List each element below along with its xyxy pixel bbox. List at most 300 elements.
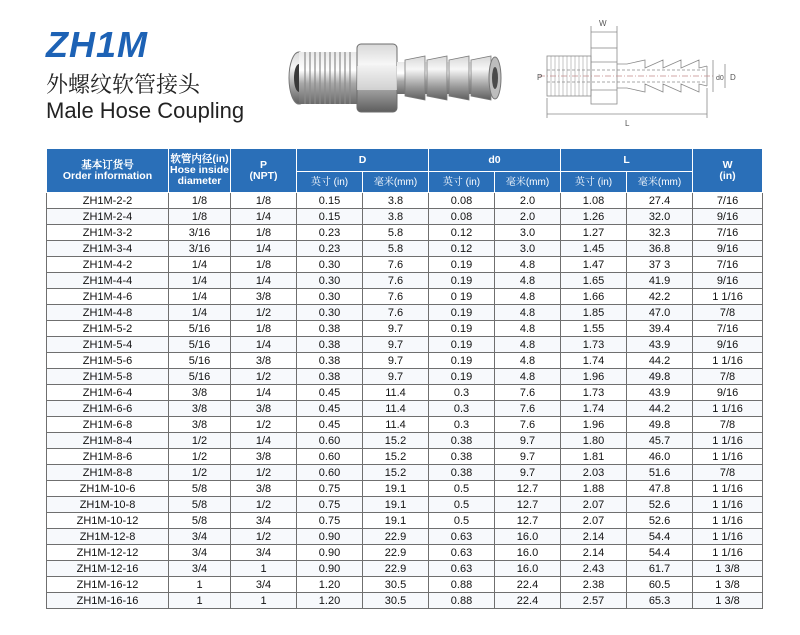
cell-d-inch: 0.45 (297, 401, 363, 417)
cell-w-hex: 1 1/16 (693, 545, 763, 561)
cell-p-thread: 1/8 (231, 193, 297, 209)
cell-d-inch: 0.90 (297, 545, 363, 561)
product-name-chinese: 外螺纹软管接头 (46, 72, 201, 97)
cell-d0-mm: 12.7 (495, 497, 561, 513)
cell-d0-mm: 7.6 (495, 385, 561, 401)
cell-d-inch: 0.38 (297, 337, 363, 353)
cell-l-inch: 1.96 (561, 417, 627, 433)
cell-l-inch: 1.65 (561, 273, 627, 289)
cell-l-inch: 1.45 (561, 241, 627, 257)
cell-l-mm: 32.3 (627, 225, 693, 241)
hex-body (357, 44, 397, 112)
cell-d-mm: 22.9 (363, 561, 429, 577)
cell-l-inch: 1.88 (561, 481, 627, 497)
cell-order-number: ZH1M-6-8 (47, 417, 169, 433)
cell-w-hex: 1 1/16 (693, 497, 763, 513)
cell-d-inch: 0.30 (297, 305, 363, 321)
cell-w-hex: 1 1/16 (693, 353, 763, 369)
cell-d-inch: 0.38 (297, 321, 363, 337)
table-row (47, 577, 763, 593)
cell-d0-inch: 0.88 (429, 577, 495, 593)
table-row (47, 481, 763, 497)
table-header-row (47, 149, 763, 172)
dim-label-p: P (537, 73, 543, 82)
cell-w-hex: 7/8 (693, 417, 763, 433)
cell-l-inch: 2.43 (561, 561, 627, 577)
cell-l-inch: 1.55 (561, 321, 627, 337)
cell-p-thread: 1/4 (231, 241, 297, 257)
cell-l-mm: 52.6 (627, 513, 693, 529)
cell-hose-id: 5/16 (169, 337, 231, 353)
cell-l-mm: 65.3 (627, 593, 693, 609)
cell-p-thread: 3/8 (231, 289, 297, 305)
cell-l-inch: 1.96 (561, 369, 627, 385)
cell-w-hex: 1 3/8 (693, 561, 763, 577)
cell-w-hex: 7/8 (693, 369, 763, 385)
cell-hose-id: 5/8 (169, 497, 231, 513)
table-row (47, 241, 763, 257)
subheader-d-mm: 毫米(mm) (363, 172, 429, 193)
cell-p-thread: 3/4 (231, 545, 297, 561)
cell-p-thread: 1/4 (231, 337, 297, 353)
cell-l-mm: 44.2 (627, 401, 693, 417)
cell-order-number: ZH1M-6-6 (47, 401, 169, 417)
cell-d-mm: 7.6 (363, 273, 429, 289)
subheader-d-inch: 英寸 (in) (297, 172, 363, 193)
cell-l-mm: 43.9 (627, 385, 693, 401)
subheader-d0-inch: 英寸 (in) (429, 172, 495, 193)
cell-l-mm: 52.6 (627, 497, 693, 513)
cell-order-number: ZH1M-5-4 (47, 337, 169, 353)
cell-d-inch: 0.30 (297, 257, 363, 273)
cell-d0-mm: 3.0 (495, 241, 561, 257)
technical-drawing (535, 14, 750, 132)
cell-d-inch: 0.45 (297, 417, 363, 433)
cell-hose-id: 3/4 (169, 561, 231, 577)
cell-p-thread: 3/4 (231, 577, 297, 593)
cell-d0-mm: 16.0 (495, 545, 561, 561)
cell-d-inch: 0.90 (297, 561, 363, 577)
cell-hose-id: 5/16 (169, 321, 231, 337)
cell-hose-id: 3/8 (169, 417, 231, 433)
cell-d-mm: 15.2 (363, 465, 429, 481)
cell-d0-inch: 0.63 (429, 561, 495, 577)
cell-w-hex: 9/16 (693, 241, 763, 257)
table-row (47, 321, 763, 337)
cell-order-number: ZH1M-2-2 (47, 193, 169, 209)
cell-l-inch: 1.74 (561, 401, 627, 417)
product-photo (285, 38, 505, 118)
cell-w-hex: 1 1/16 (693, 401, 763, 417)
table-row (47, 449, 763, 465)
cell-d0-mm: 7.6 (495, 401, 561, 417)
subheader-d0-mm: 毫米(mm) (495, 172, 561, 193)
table-row (47, 545, 763, 561)
cell-d-mm: 9.7 (363, 353, 429, 369)
cell-d0-mm: 7.6 (495, 417, 561, 433)
cell-d-inch: 0.90 (297, 529, 363, 545)
cell-d-mm: 7.6 (363, 289, 429, 305)
cell-l-inch: 1.27 (561, 225, 627, 241)
cell-l-mm: 42.2 (627, 289, 693, 305)
cell-d0-inch: 0.3 (429, 385, 495, 401)
cell-order-number: ZH1M-16-16 (47, 593, 169, 609)
cell-p-thread: 1/2 (231, 529, 297, 545)
table-row (47, 353, 763, 369)
cell-hose-id: 3/4 (169, 545, 231, 561)
cell-l-inch: 1.08 (561, 193, 627, 209)
cell-hose-id: 1 (169, 593, 231, 609)
cell-l-mm: 43.9 (627, 337, 693, 353)
cell-d-inch: 0.30 (297, 289, 363, 305)
cell-d-mm: 11.4 (363, 401, 429, 417)
cell-order-number: ZH1M-5-8 (47, 369, 169, 385)
cell-d0-inch: 0.88 (429, 593, 495, 609)
cell-order-number: ZH1M-16-12 (47, 577, 169, 593)
cell-l-mm: 51.6 (627, 465, 693, 481)
cell-w-hex: 9/16 (693, 209, 763, 225)
cell-l-mm: 37 3 (627, 257, 693, 273)
cell-p-thread: 1/2 (231, 369, 297, 385)
table-row (47, 433, 763, 449)
cell-l-mm: 41.9 (627, 273, 693, 289)
table-row (47, 465, 763, 481)
cell-hose-id: 1/2 (169, 433, 231, 449)
cell-l-mm: 60.5 (627, 577, 693, 593)
cell-l-inch: 1.47 (561, 257, 627, 273)
cell-d-inch: 0.23 (297, 225, 363, 241)
cell-d-inch: 0.75 (297, 497, 363, 513)
cell-hose-id: 1/2 (169, 465, 231, 481)
cell-d0-inch: 0 19 (429, 289, 495, 305)
cell-hose-id: 1/4 (169, 257, 231, 273)
header-d0: d0 (429, 149, 561, 172)
cell-hose-id: 5/16 (169, 353, 231, 369)
cell-d0-mm: 4.8 (495, 289, 561, 305)
cell-w-hex: 7/16 (693, 257, 763, 273)
table-row (47, 369, 763, 385)
cell-d0-inch: 0.3 (429, 417, 495, 433)
cell-d0-mm: 9.7 (495, 433, 561, 449)
cell-p-thread: 1/8 (231, 321, 297, 337)
cell-order-number: ZH1M-10-12 (47, 513, 169, 529)
cell-l-mm: 47.8 (627, 481, 693, 497)
cell-p-thread: 1/8 (231, 257, 297, 273)
cell-l-inch: 2.14 (561, 545, 627, 561)
table-row (47, 337, 763, 353)
cell-d-mm: 19.1 (363, 497, 429, 513)
cell-d0-mm: 4.8 (495, 321, 561, 337)
cell-l-mm: 27.4 (627, 193, 693, 209)
cell-hose-id: 3/8 (169, 385, 231, 401)
cell-d0-mm: 4.8 (495, 369, 561, 385)
cell-hose-id: 1 (169, 577, 231, 593)
cell-d-inch: 0.23 (297, 241, 363, 257)
cell-d-inch: 0.75 (297, 481, 363, 497)
cell-w-hex: 7/8 (693, 305, 763, 321)
cell-hose-id: 1/8 (169, 209, 231, 225)
cell-w-hex: 1 3/8 (693, 577, 763, 593)
cell-l-inch: 2.57 (561, 593, 627, 609)
cell-d0-inch: 0.19 (429, 337, 495, 353)
cell-d0-mm: 2.0 (495, 209, 561, 225)
cell-order-number: ZH1M-3-4 (47, 241, 169, 257)
cell-l-inch: 1.26 (561, 209, 627, 225)
cell-d0-inch: 0.12 (429, 241, 495, 257)
table-row (47, 289, 763, 305)
cell-hose-id: 5/16 (169, 369, 231, 385)
cell-l-inch: 1.73 (561, 337, 627, 353)
cell-w-hex: 1 1/16 (693, 529, 763, 545)
cell-order-number: ZH1M-12-16 (47, 561, 169, 577)
cell-d0-inch: 0.63 (429, 529, 495, 545)
cell-l-mm: 54.4 (627, 529, 693, 545)
cell-hose-id: 5/8 (169, 481, 231, 497)
cell-d-inch: 0.38 (297, 369, 363, 385)
cell-d0-inch: 0.08 (429, 193, 495, 209)
cell-p-thread: 1 (231, 593, 297, 609)
cell-d0-inch: 0.19 (429, 257, 495, 273)
cell-d-mm: 9.7 (363, 321, 429, 337)
cell-hose-id: 3/4 (169, 529, 231, 545)
cell-d-mm: 9.7 (363, 369, 429, 385)
cell-d-mm: 3.8 (363, 193, 429, 209)
cell-d0-mm: 2.0 (495, 193, 561, 209)
cell-d0-inch: 0.38 (429, 465, 495, 481)
cell-d-inch: 0.38 (297, 353, 363, 369)
cell-p-thread: 3/8 (231, 353, 297, 369)
cell-l-inch: 1.73 (561, 385, 627, 401)
cell-d0-mm: 9.7 (495, 449, 561, 465)
table-row (47, 593, 763, 609)
cell-order-number: ZH1M-4-4 (47, 273, 169, 289)
cell-hose-id: 5/8 (169, 513, 231, 529)
cell-d-mm: 7.6 (363, 305, 429, 321)
cell-d-mm: 7.6 (363, 257, 429, 273)
cell-d0-mm: 16.0 (495, 561, 561, 577)
header-w: W (in) (693, 149, 763, 193)
cell-p-thread: 3/8 (231, 481, 297, 497)
product-name-english: Male Hose Coupling (46, 98, 245, 123)
cell-w-hex: 1 1/16 (693, 481, 763, 497)
cell-p-thread: 3/4 (231, 513, 297, 529)
cell-l-inch: 2.14 (561, 529, 627, 545)
cell-p-thread: 1/2 (231, 305, 297, 321)
cell-d0-inch: 0.5 (429, 497, 495, 513)
cell-l-mm: 45.7 (627, 433, 693, 449)
cell-l-mm: 32.0 (627, 209, 693, 225)
cell-d0-mm: 4.8 (495, 353, 561, 369)
cell-d-mm: 30.5 (363, 577, 429, 593)
cell-d-inch: 0.60 (297, 433, 363, 449)
cell-d-inch: 0.30 (297, 273, 363, 289)
cell-l-mm: 49.8 (627, 417, 693, 433)
cell-w-hex: 7/16 (693, 193, 763, 209)
cell-w-hex: 9/16 (693, 385, 763, 401)
cell-w-hex: 7/16 (693, 321, 763, 337)
table-body (47, 193, 763, 609)
table-row (47, 257, 763, 273)
cell-w-hex: 1 1/16 (693, 513, 763, 529)
cell-d-mm: 22.9 (363, 545, 429, 561)
table-row (47, 225, 763, 241)
subheader-l-mm: 毫米(mm) (627, 172, 693, 193)
cell-p-thread: 1/4 (231, 209, 297, 225)
subheader-l-inch: 英寸 (in) (561, 172, 627, 193)
cell-d-mm: 5.8 (363, 225, 429, 241)
dim-label-w: W (599, 19, 607, 28)
cell-l-inch: 1.66 (561, 289, 627, 305)
cell-p-thread: 3/8 (231, 449, 297, 465)
cell-d-mm: 9.7 (363, 337, 429, 353)
cell-d-mm: 5.8 (363, 241, 429, 257)
cell-order-number: ZH1M-8-4 (47, 433, 169, 449)
cell-d-inch: 0.15 (297, 209, 363, 225)
cell-order-number: ZH1M-2-4 (47, 209, 169, 225)
cell-d-inch: 0.45 (297, 385, 363, 401)
cell-p-thread: 1 (231, 561, 297, 577)
cell-d0-mm: 4.8 (495, 257, 561, 273)
cell-w-hex: 1 1/16 (693, 433, 763, 449)
cell-l-inch: 1.74 (561, 353, 627, 369)
cell-hose-id: 3/8 (169, 401, 231, 417)
cell-d0-mm: 16.0 (495, 529, 561, 545)
cell-w-hex: 7/16 (693, 225, 763, 241)
thread-section (289, 52, 357, 104)
cell-l-inch: 2.03 (561, 465, 627, 481)
header-hose-inside-diameter: 软管内径(in) Hose inside diameter (169, 149, 231, 193)
cell-d0-mm: 9.7 (495, 465, 561, 481)
table-row (47, 193, 763, 209)
cell-d-mm: 3.8 (363, 209, 429, 225)
cell-p-thread: 1/2 (231, 497, 297, 513)
cell-d0-mm: 4.8 (495, 305, 561, 321)
cell-d0-inch: 0.63 (429, 545, 495, 561)
table-row (47, 209, 763, 225)
cell-hose-id: 1/2 (169, 449, 231, 465)
cell-order-number: ZH1M-3-2 (47, 225, 169, 241)
cell-order-number: ZH1M-4-2 (47, 257, 169, 273)
cell-l-mm: 47.0 (627, 305, 693, 321)
cell-order-number: ZH1M-12-8 (47, 529, 169, 545)
cell-l-inch: 1.81 (561, 449, 627, 465)
cell-l-mm: 49.8 (627, 369, 693, 385)
cell-d-mm: 19.1 (363, 513, 429, 529)
header-d: D (297, 149, 429, 172)
cell-p-thread: 3/8 (231, 401, 297, 417)
cell-d-mm: 19.1 (363, 481, 429, 497)
cell-order-number: ZH1M-5-6 (47, 353, 169, 369)
cell-w-hex: 1 1/16 (693, 289, 763, 305)
cell-d-inch: 1.20 (297, 593, 363, 609)
cell-p-thread: 1/2 (231, 465, 297, 481)
cell-l-inch: 2.38 (561, 577, 627, 593)
cell-d0-inch: 0.3 (429, 401, 495, 417)
cell-hose-id: 3/16 (169, 225, 231, 241)
cell-hose-id: 3/16 (169, 241, 231, 257)
cell-hose-id: 1/8 (169, 193, 231, 209)
cell-w-hex: 9/16 (693, 337, 763, 353)
cell-d0-inch: 0.5 (429, 481, 495, 497)
cell-l-mm: 39.4 (627, 321, 693, 337)
cell-w-hex: 9/16 (693, 273, 763, 289)
cell-l-mm: 61.7 (627, 561, 693, 577)
cell-w-hex: 7/8 (693, 465, 763, 481)
cell-l-mm: 44.2 (627, 353, 693, 369)
cell-order-number: ZH1M-8-8 (47, 465, 169, 481)
dim-label-l: L (625, 119, 630, 128)
cell-p-thread: 1/2 (231, 417, 297, 433)
specification-table (46, 148, 763, 609)
cell-d0-inch: 0.19 (429, 305, 495, 321)
cell-order-number: ZH1M-12-12 (47, 545, 169, 561)
header-p-npt: P (NPT) (231, 149, 297, 193)
cell-d-inch: 0.15 (297, 193, 363, 209)
cell-order-number: ZH1M-4-8 (47, 305, 169, 321)
cell-d0-mm: 12.7 (495, 513, 561, 529)
table-row (47, 561, 763, 577)
cell-order-number: ZH1M-5-2 (47, 321, 169, 337)
cell-d0-inch: 0.38 (429, 433, 495, 449)
cell-d-mm: 22.9 (363, 529, 429, 545)
cell-l-mm: 54.4 (627, 545, 693, 561)
cell-d0-inch: 0.19 (429, 353, 495, 369)
cell-order-number: ZH1M-6-4 (47, 385, 169, 401)
table-row (47, 513, 763, 529)
cell-d0-mm: 4.8 (495, 337, 561, 353)
table-row (47, 529, 763, 545)
cell-l-mm: 46.0 (627, 449, 693, 465)
cell-p-thread: 1/4 (231, 385, 297, 401)
table-row (47, 417, 763, 433)
cell-order-number: ZH1M-4-6 (47, 289, 169, 305)
cell-d0-inch: 0.08 (429, 209, 495, 225)
cell-order-number: ZH1M-10-8 (47, 497, 169, 513)
cell-d-mm: 11.4 (363, 385, 429, 401)
cell-l-inch: 1.85 (561, 305, 627, 321)
cell-d0-inch: 0.38 (429, 449, 495, 465)
cell-p-thread: 1/4 (231, 433, 297, 449)
table-row (47, 273, 763, 289)
cell-l-inch: 2.07 (561, 497, 627, 513)
cell-d0-mm: 4.8 (495, 273, 561, 289)
cell-l-inch: 1.80 (561, 433, 627, 449)
table-row (47, 385, 763, 401)
table-row (47, 497, 763, 513)
cell-l-mm: 36.8 (627, 241, 693, 257)
cell-d0-inch: 0.19 (429, 321, 495, 337)
cell-d0-mm: 22.4 (495, 593, 561, 609)
cell-d0-inch: 0.12 (429, 225, 495, 241)
cell-l-inch: 2.07 (561, 513, 627, 529)
cell-d0-inch: 0.5 (429, 513, 495, 529)
cell-d-inch: 1.20 (297, 577, 363, 593)
dim-label-d0: d0 (716, 75, 724, 82)
cell-d-mm: 30.5 (363, 593, 429, 609)
cell-d0-mm: 12.7 (495, 481, 561, 497)
cell-d0-mm: 3.0 (495, 225, 561, 241)
cell-d-mm: 11.4 (363, 417, 429, 433)
cell-d-inch: 0.60 (297, 449, 363, 465)
cell-d-mm: 15.2 (363, 449, 429, 465)
cell-hose-id: 1/4 (169, 273, 231, 289)
cell-w-hex: 1 3/8 (693, 593, 763, 609)
cell-d0-inch: 0.19 (429, 369, 495, 385)
cell-p-thread: 1/4 (231, 273, 297, 289)
cell-hose-id: 1/4 (169, 305, 231, 321)
cell-order-number: ZH1M-10-6 (47, 481, 169, 497)
header-order-information: 基本订货号 Order information (47, 149, 169, 193)
